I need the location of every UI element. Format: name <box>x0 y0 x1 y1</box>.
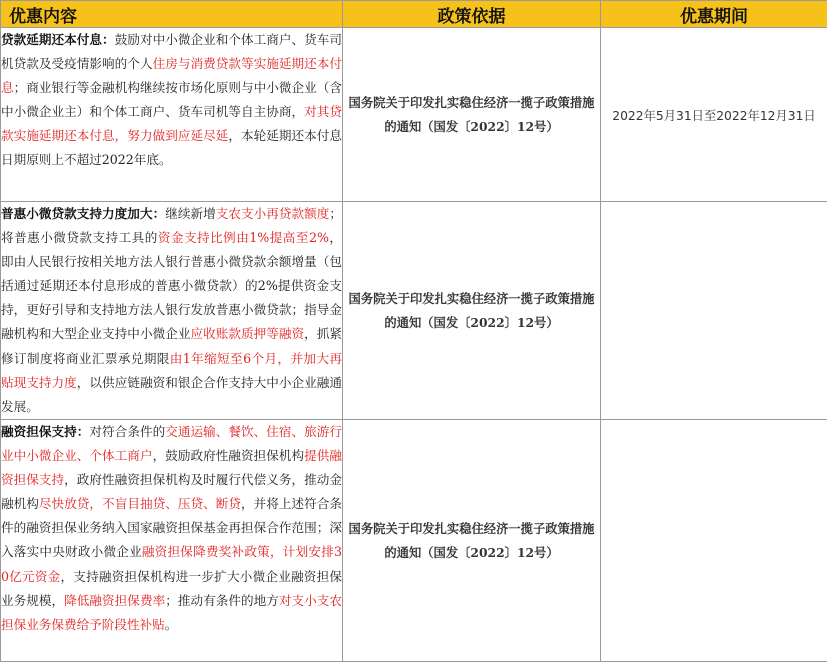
body-text: ，即由人民银行按相关地方法人银行普惠小微贷款余额增量（包括通过延期还本付息形成的普惠小微贷款）的2%提供资金支持，更好引导和支持地方法人银行发放普惠小微贷款；指导金融机构和大型企业支持中小微企业 <box>1 230 342 341</box>
highlight-text: 融资担保降费奖补政策，计划安排30亿元资金 <box>1 544 342 583</box>
period-cell <box>601 202 827 420</box>
body-text: ，本轮延期还本付息日期原则上不超过2022年底。 <box>1 128 342 167</box>
header-content: 优惠内容 <box>1 1 343 28</box>
table-row <box>1 202 827 420</box>
content-text <box>1 28 342 173</box>
body-text: 。 <box>165 617 178 632</box>
header-period: 优惠期间 <box>601 1 827 28</box>
header-basis: 政策依据 <box>343 1 601 28</box>
content-cell <box>1 420 343 662</box>
highlight-text: 支农支小再贷款额度 <box>216 206 330 221</box>
highlight-text: 资金支持比例由1%提高至2% <box>158 230 329 245</box>
highlight-text: 交通运输、餐饮、住宿、旅游行业中小微企业、个体工商户 <box>1 424 342 463</box>
basis-cell: 国务院关于印发扎实稳住经济一揽子政策措施的通知（国发〔2022〕12号） <box>343 420 601 662</box>
body-text: 鼓励对中小微企业和个体工商户、货车司机贷款及受疫情影响的个人 <box>1 32 342 71</box>
content-cell <box>1 202 343 420</box>
body-text: ，政府性融资担保机构及时履行代偿义务，推动金融机构 <box>1 472 342 511</box>
basis-cell: 国务院关于印发扎实稳住经济一揽子政策措施的通知（国发〔2022〕12号） <box>343 28 601 202</box>
body-text: ；将普惠小微贷款支持工具的 <box>1 206 342 245</box>
period-cell: 2022年5月31日至2022年12月31日 <box>601 28 827 202</box>
header-row <box>1 1 827 28</box>
body-text: ；商业银行等金融机构继续按市场化原则与中小微企业（含中小微企业主）和个体工商户、货车司机等自主协商， <box>1 80 342 119</box>
body-text: ，以供应链融资和银企合作支持大中小企业融通发展。 <box>1 375 342 414</box>
basis-cell: 国务院关于印发扎实稳住经济一揽子政策措施的通知（国发〔2022〕12号） <box>343 202 601 420</box>
highlight-text: 住房与消费贷款等实施延期还本付息 <box>1 56 342 95</box>
body-text: ，抓紧修订制度将商业汇票承兑期限 <box>1 326 342 365</box>
body-text: ，鼓励政府性融资担保机构 <box>153 448 305 463</box>
highlight-text: 应收账款质押等融资 <box>190 326 304 341</box>
body-text: ，并将上述符合条件的融资担保业务纳入国家融资担保基金再担保合作范围；深入落实中央财政小微企业 <box>1 496 342 559</box>
highlight-text: 对其贷款实施延期还本付息，努力做到应延尽延 <box>1 104 342 143</box>
highlight-text: 降低融资担保费率 <box>64 593 165 608</box>
period-cell <box>601 420 827 662</box>
table-row <box>1 420 827 662</box>
lead-title: 普惠小微贷款支持力度加大： <box>1 206 165 221</box>
highlight-text: 对支小支农担保业务保费给予阶段性补贴 <box>1 593 342 632</box>
table-row <box>1 28 827 202</box>
highlight-text: 提供融资担保支持 <box>1 448 342 487</box>
content-text <box>1 202 342 419</box>
content-text <box>1 420 342 637</box>
body-text: 对符合条件的 <box>89 424 165 439</box>
body-text: ，支持融资担保机构进一步扩大小微企业融资担保业务规模， <box>1 569 342 608</box>
highlight-text: 尽快放贷，不盲目抽贷、压贷、断贷 <box>39 496 241 511</box>
content-cell <box>1 28 343 202</box>
lead-title: 贷款延期还本付息： <box>1 32 115 47</box>
lead-title: 融资担保支持： <box>1 424 89 439</box>
body-text: ；推动有条件的地方 <box>165 593 279 608</box>
body-text: 继续新增 <box>165 206 216 221</box>
highlight-text: 由1年缩短至6个月，并加大再贴现支持力度 <box>1 351 342 390</box>
